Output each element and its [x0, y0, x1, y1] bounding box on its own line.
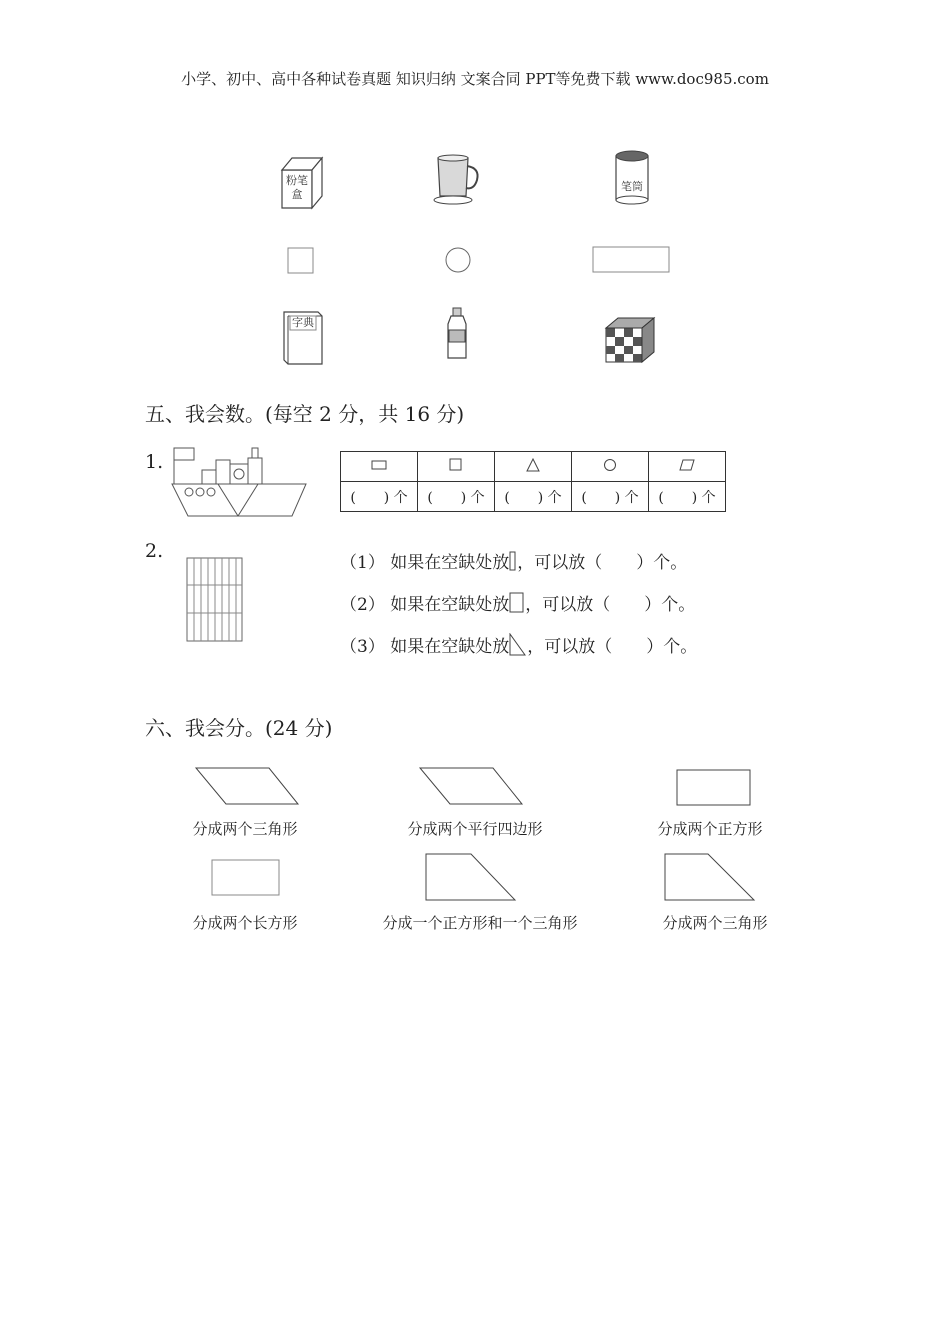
chalk-box-label-1: 粉笔 — [286, 174, 308, 187]
square-col-icon — [418, 452, 495, 482]
matching-figure — [270, 140, 690, 380]
caption-1: 分成两个三角形 — [192, 820, 298, 838]
question1-number: 1. — [145, 451, 164, 473]
count-table-shapes-row — [341, 452, 726, 482]
chalk-box-label-2: 盒 — [291, 188, 303, 201]
ship-figure — [168, 444, 313, 520]
q2-item-1 — [340, 548, 687, 573]
circle-col-icon — [572, 452, 649, 482]
mug-image — [434, 155, 478, 204]
answer-cell-parallelogram[interactable]: ( ) 个 — [649, 482, 726, 512]
bottle-image — [448, 308, 466, 358]
parallelogram-shape-2 — [420, 768, 522, 804]
answer-cell-triangle[interactable]: ( ) 个 — [495, 482, 572, 512]
parallelogram-shape-1 — [196, 768, 298, 804]
caption-2: 分成两个平行四边形 — [407, 820, 543, 838]
parallelogram-col-icon — [649, 452, 726, 482]
pen-holder-label: 笔筒 — [621, 180, 643, 193]
rectangle-shape — [593, 247, 669, 272]
question2-number: 2. — [145, 540, 164, 562]
right-triangle-icon — [509, 633, 527, 657]
q2-item-2 — [340, 590, 695, 615]
circle-shape — [446, 248, 470, 272]
trapezoid-shape-1 — [426, 854, 515, 900]
q2-item-3 — [340, 632, 697, 657]
dictionary-label: 字典 — [292, 316, 314, 329]
answer-cell-square[interactable]: ( ) 个 — [418, 482, 495, 512]
page-header: 小学、初中、高中各种试卷真题 知识归纳 文案合同 PPT等免费下载 www.doc985.com — [181, 70, 769, 88]
dictionary-image — [284, 312, 322, 364]
q2-item-3-text-before: （3） 如果在空缺处放 — [340, 637, 510, 657]
rubik-cube-image — [606, 318, 654, 362]
q2-item-2-text-after: ，可以放（ ）个。 — [525, 595, 696, 615]
rect-icon — [509, 592, 525, 614]
trapezoid-shape-2 — [665, 854, 754, 900]
q2-item-1-text-after: ，可以放（ ）个。 — [517, 553, 688, 573]
grid-figure — [186, 557, 244, 643]
section6-title: 六、我会分。(24 分) — [145, 716, 333, 740]
count-table — [340, 451, 726, 512]
caption-5: 分成一个正方形和一个三角形 — [382, 914, 578, 932]
rectangle-shape-1 — [677, 770, 750, 805]
rectangle-col-icon — [341, 452, 418, 482]
rectangle-shape-2 — [212, 860, 279, 895]
q2-item-2-text-before: （2） 如果在空缺处放 — [340, 595, 510, 615]
square-shape — [288, 248, 313, 273]
answer-cell-rectangle[interactable]: ( ) 个 — [341, 482, 418, 512]
q2-item-1-text-before: （1） 如果在空缺处放 — [340, 553, 510, 573]
caption-3: 分成两个正方形 — [657, 820, 763, 838]
pen-holder-image — [616, 151, 648, 204]
answer-cell-circle[interactable]: ( ) 个 — [572, 482, 649, 512]
triangle-col-icon — [495, 452, 572, 482]
chalk-box-image — [282, 158, 322, 208]
count-table-answer-row — [341, 482, 726, 512]
q2-item-3-text-after: ，可以放（ ）个。 — [527, 637, 698, 657]
caption-4: 分成两个长方形 — [192, 914, 298, 932]
section5-title: 五、我会数。(每空 2 分，共 16 分) — [145, 402, 465, 426]
caption-6: 分成两个三角形 — [662, 914, 768, 932]
